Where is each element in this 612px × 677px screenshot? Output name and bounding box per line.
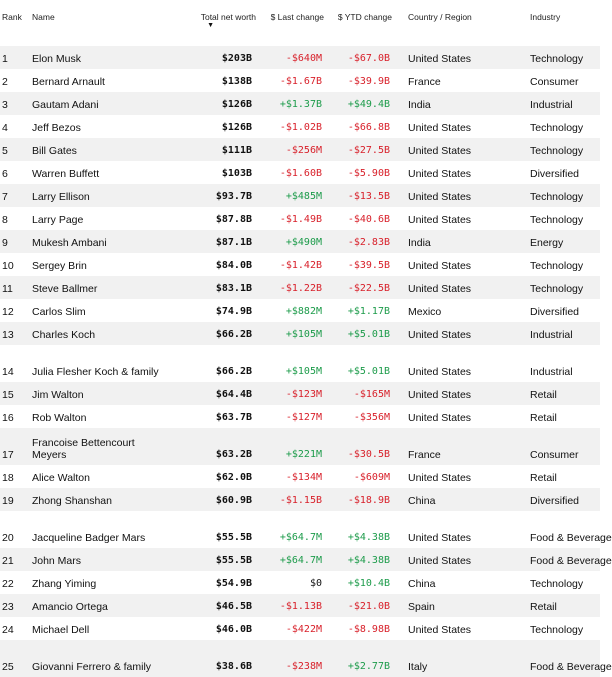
last-change-cell: -$1.15B bbox=[256, 488, 324, 511]
name-cell: Bernard Arnault bbox=[32, 76, 105, 88]
name-cell: Gautam Adani bbox=[30, 92, 160, 115]
ytd-change-cell: -$39.9B bbox=[347, 76, 390, 87]
name-cell: Bill Gates bbox=[30, 138, 160, 161]
last-change-cell: -$1.49B bbox=[279, 214, 322, 225]
rank-cell: 12 bbox=[2, 306, 14, 318]
name-cell: Jacqueline Badger Mars bbox=[32, 532, 146, 544]
country-cell: Spain bbox=[392, 594, 516, 617]
last-change-cell: -$134M bbox=[285, 472, 322, 483]
table-row[interactable] bbox=[0, 161, 600, 184]
table-row[interactable] bbox=[0, 640, 600, 677]
rank-cell: 15 bbox=[0, 382, 30, 405]
industry-cell: Retail bbox=[516, 382, 600, 405]
net-worth-cell: $46.0B bbox=[215, 624, 252, 635]
last-change-cell: -$256M bbox=[256, 138, 324, 161]
last-change-cell: -$123M bbox=[256, 382, 324, 405]
country-cell: United States bbox=[408, 122, 472, 134]
rank-cell: 8 bbox=[2, 214, 8, 226]
ytd-change-cell: -$8.98B bbox=[347, 624, 390, 635]
table-row[interactable] bbox=[0, 92, 600, 115]
net-worth-cell: $60.9B bbox=[160, 488, 256, 511]
table-row[interactable] bbox=[0, 69, 600, 92]
name-header[interactable]: Name bbox=[32, 12, 55, 22]
ytd-change-cell: -$18.9B bbox=[324, 488, 392, 511]
rank-cell: 21 bbox=[0, 548, 30, 571]
industry-cell: Diversified bbox=[530, 168, 580, 180]
country-cell: United States bbox=[408, 532, 472, 544]
country-cell: United States bbox=[408, 214, 472, 226]
country-cell: Mexico bbox=[408, 306, 442, 318]
name-cell: Jeff Bezos bbox=[32, 122, 81, 134]
name-cell: Zhang Yiming bbox=[32, 578, 97, 590]
rank-cell: 13 bbox=[0, 322, 30, 345]
table-row[interactable] bbox=[0, 115, 600, 138]
country-cell: India bbox=[392, 230, 516, 253]
net-worth-cell: $55.5B bbox=[215, 532, 252, 543]
industry-cell: Consumer bbox=[530, 76, 579, 88]
name-cell: Mukesh Ambani bbox=[30, 230, 160, 253]
rank-cell: 25 bbox=[0, 640, 30, 677]
table-row[interactable] bbox=[0, 571, 600, 594]
industry-cell: Technology bbox=[516, 276, 600, 299]
country-cell: United States bbox=[408, 624, 472, 636]
net-worth-cell: $66.2B bbox=[215, 366, 252, 377]
net-worth-cell: $55.5B bbox=[160, 548, 256, 571]
rank-cell: 4 bbox=[2, 122, 8, 134]
ytd-change-cell: -$27.5B bbox=[324, 138, 392, 161]
ytd-change-cell: -$67.0B bbox=[324, 46, 392, 69]
country-cell: France bbox=[408, 76, 441, 88]
rank-cell: 3 bbox=[0, 92, 30, 115]
net-worth-cell: $93.7B bbox=[160, 184, 256, 207]
last-change-cell: +$64.7M bbox=[256, 548, 324, 571]
ytd-change-cell: -$356M bbox=[353, 412, 390, 423]
last-change-cell: +$485M bbox=[256, 184, 324, 207]
industry-cell: Energy bbox=[516, 230, 600, 253]
last-change-cell: +$1.37B bbox=[256, 92, 324, 115]
table-row[interactable] bbox=[0, 488, 600, 511]
table-row[interactable] bbox=[0, 207, 600, 230]
country-cell: China bbox=[392, 488, 516, 511]
table-row[interactable] bbox=[0, 382, 600, 405]
name-cell: Michael Dell bbox=[32, 624, 90, 636]
name-cell: Jim Walton bbox=[30, 382, 160, 405]
last-change-cell: -$640M bbox=[256, 46, 324, 69]
country-cell: India bbox=[392, 92, 516, 115]
ytd-change-cell: +$2.77B bbox=[324, 640, 392, 677]
rank-cell: 23 bbox=[0, 594, 30, 617]
name-cell: Rob Walton bbox=[32, 412, 87, 424]
last-change-cell: +$105M bbox=[285, 366, 322, 377]
country-cell: United States bbox=[392, 184, 516, 207]
name-cell: Sergey Brin bbox=[32, 260, 87, 272]
ytd-change-cell: -$165M bbox=[324, 382, 392, 405]
country-cell: United States bbox=[408, 412, 472, 424]
net-worth-header-label: Total net worth bbox=[200, 12, 256, 22]
country-cell: United States bbox=[392, 138, 516, 161]
last-change-cell: +$490M bbox=[256, 230, 324, 253]
table-row[interactable] bbox=[0, 276, 600, 299]
industry-cell: Retail bbox=[516, 594, 600, 617]
rank-cell: 5 bbox=[0, 138, 30, 161]
ytd-change-cell: +$5.01B bbox=[347, 366, 390, 377]
industry-cell: Industrial bbox=[530, 366, 573, 378]
industry-cell: Food & Beverage bbox=[516, 548, 600, 571]
table-row[interactable] bbox=[0, 345, 600, 382]
table-row[interactable] bbox=[0, 230, 600, 253]
net-worth-cell: $66.2B bbox=[160, 322, 256, 345]
name-cell: Steve Ballmer bbox=[30, 276, 160, 299]
table-row[interactable] bbox=[0, 511, 600, 548]
ytd-change-cell: +$49.4B bbox=[324, 92, 392, 115]
net-worth-cell: $74.9B bbox=[215, 306, 252, 317]
net-worth-cell: $54.9B bbox=[215, 578, 252, 589]
last-change-cell: -$1.13B bbox=[256, 594, 324, 617]
industry-cell: Industrial bbox=[516, 92, 600, 115]
rank-cell: 19 bbox=[0, 488, 30, 511]
rank-header[interactable]: Rank bbox=[2, 12, 22, 22]
net-worth-cell: $63.7B bbox=[215, 412, 252, 423]
table-row[interactable] bbox=[0, 548, 600, 571]
rank-cell: 9 bbox=[0, 230, 30, 253]
last-change-cell: +$105M bbox=[256, 322, 324, 345]
last-change-cell: +$882M bbox=[285, 306, 322, 317]
net-worth-cell: $126B bbox=[160, 92, 256, 115]
rank-cell: 16 bbox=[2, 412, 14, 424]
net-worth-cell: $84.0B bbox=[215, 260, 252, 271]
rank-cell: 10 bbox=[2, 260, 14, 272]
net-worth-cell: $83.1B bbox=[160, 276, 256, 299]
last-change-cell: -$127M bbox=[285, 412, 322, 423]
ytd-change-cell: +$5.01B bbox=[324, 322, 392, 345]
rank-cell: 18 bbox=[2, 472, 14, 484]
ytd-change-cell: -$66.8B bbox=[347, 122, 390, 133]
country-cell: United States bbox=[408, 472, 472, 484]
rank-cell: 17 bbox=[0, 428, 30, 465]
country-cell: United States bbox=[408, 168, 472, 180]
table-row[interactable] bbox=[0, 405, 600, 428]
country-cell: Italy bbox=[392, 640, 516, 677]
name-cell: Elon Musk bbox=[30, 46, 160, 69]
net-worth-cell: $126B bbox=[221, 122, 252, 133]
rank-cell: 14 bbox=[2, 366, 14, 378]
rank-cell: 6 bbox=[2, 168, 8, 180]
rank-cell: 2 bbox=[2, 76, 8, 88]
country-cell: China bbox=[408, 578, 436, 590]
net-worth-cell: $138B bbox=[221, 76, 252, 87]
ytd-change-cell: +$1.17B bbox=[347, 306, 390, 317]
name-cell: Warren Buffett bbox=[32, 168, 100, 180]
country-header[interactable]: Country / Region bbox=[408, 12, 472, 22]
rank-cell: 22 bbox=[2, 578, 14, 590]
name-cell: Charles Koch bbox=[30, 322, 160, 345]
last-change-header[interactable]: $ Last change bbox=[270, 12, 324, 22]
industry-cell: Food & Beverage bbox=[530, 532, 612, 544]
header-row bbox=[0, 0, 600, 46]
net-worth-cell: $63.2B bbox=[160, 428, 256, 465]
country-cell: United States bbox=[408, 260, 472, 272]
table-row[interactable] bbox=[0, 465, 600, 488]
industry-cell: Diversified bbox=[530, 306, 580, 318]
table-row[interactable] bbox=[0, 322, 600, 345]
industry-cell: Diversified bbox=[516, 488, 600, 511]
industry-cell: Technology bbox=[516, 184, 600, 207]
net-worth-cell: $103B bbox=[221, 168, 252, 179]
last-change-cell: -$238M bbox=[256, 640, 324, 677]
net-worth-cell: $46.5B bbox=[160, 594, 256, 617]
net-worth-cell: $64.4B bbox=[160, 382, 256, 405]
country-cell: United States bbox=[392, 46, 516, 69]
table-row[interactable] bbox=[0, 253, 600, 276]
ytd-change-cell: +$10.4B bbox=[347, 578, 390, 589]
name-cell: Amancio Ortega bbox=[30, 594, 160, 617]
table-row[interactable] bbox=[0, 594, 600, 617]
rank-cell: 11 bbox=[0, 276, 30, 299]
last-change-cell: -$1.67B bbox=[279, 76, 322, 87]
country-cell: United States bbox=[392, 276, 516, 299]
ytd-change-cell: -$22.5B bbox=[324, 276, 392, 299]
ytd-change-cell: -$2.83B bbox=[324, 230, 392, 253]
last-change-cell: +$221M bbox=[256, 428, 324, 465]
ytd-change-cell: -$5.90B bbox=[347, 168, 390, 179]
ytd-change-header[interactable]: $ YTD change bbox=[337, 12, 392, 22]
last-change-cell: -$1.02B bbox=[279, 122, 322, 133]
industry-cell: Retail bbox=[530, 472, 557, 484]
net-worth-cell: $62.0B bbox=[215, 472, 252, 483]
table-row[interactable] bbox=[0, 428, 600, 465]
table-row[interactable] bbox=[0, 46, 600, 69]
last-change-cell: $0 bbox=[309, 578, 322, 589]
net-worth-cell: $38.6B bbox=[160, 640, 256, 677]
net-worth-cell: $87.1B bbox=[160, 230, 256, 253]
sort-desc-icon: ▼ bbox=[207, 22, 214, 29]
industry-cell: Retail bbox=[530, 412, 557, 424]
ytd-change-cell: +$4.38B bbox=[347, 532, 390, 543]
country-cell: United States bbox=[392, 382, 516, 405]
country-cell: United States bbox=[392, 548, 516, 571]
industry-header[interactable]: Industry bbox=[530, 12, 561, 22]
industry-cell: Technology bbox=[530, 578, 584, 590]
last-change-cell: -$1.22B bbox=[256, 276, 324, 299]
last-change-cell: +$64.7M bbox=[279, 532, 322, 543]
name-cell: Larry Page bbox=[32, 214, 84, 226]
ytd-change-cell: -$39.5B bbox=[347, 260, 390, 271]
ytd-change-cell: +$4.38B bbox=[324, 548, 392, 571]
last-change-cell: -$1.42B bbox=[279, 260, 322, 271]
ytd-change-cell: -$40.6B bbox=[347, 214, 390, 225]
table-row[interactable] bbox=[0, 617, 600, 640]
industry-cell: Technology bbox=[530, 260, 584, 272]
rank-cell: 24 bbox=[2, 624, 14, 636]
industry-cell: Technology bbox=[516, 46, 600, 69]
table-row[interactable] bbox=[0, 184, 600, 207]
name-cell: Julia Flesher Koch & family bbox=[32, 366, 159, 378]
name-cell: John Mars bbox=[30, 548, 160, 571]
rank-cell: 7 bbox=[0, 184, 30, 207]
industry-cell: Technology bbox=[530, 624, 584, 636]
ytd-change-cell: -$13.5B bbox=[324, 184, 392, 207]
country-cell: France bbox=[392, 428, 516, 465]
net-worth-cell: $111B bbox=[160, 138, 256, 161]
name-cell: Francoise Bettencourt Meyers bbox=[30, 428, 160, 465]
industry-cell: Technology bbox=[530, 214, 584, 226]
ytd-change-cell: -$30.5B bbox=[324, 428, 392, 465]
industry-cell: Technology bbox=[530, 122, 584, 134]
name-cell: Zhong Shanshan bbox=[30, 488, 160, 511]
industry-cell: Consumer bbox=[516, 428, 600, 465]
net-worth-header[interactable] bbox=[160, 0, 256, 46]
industry-cell: Technology bbox=[516, 138, 600, 161]
rank-cell: 1 bbox=[0, 46, 30, 69]
industry-cell: Food & Beverage bbox=[516, 640, 600, 677]
name-cell: Larry Ellison bbox=[30, 184, 160, 207]
table-row[interactable] bbox=[0, 138, 600, 161]
rank-cell: 20 bbox=[2, 532, 14, 544]
table-row[interactable] bbox=[0, 299, 600, 322]
name-cell: Carlos Slim bbox=[32, 306, 86, 318]
net-worth-cell: $87.8B bbox=[215, 214, 252, 225]
last-change-cell: -$1.60B bbox=[279, 168, 322, 179]
country-cell: United States bbox=[408, 366, 472, 378]
name-cell: Giovanni Ferrero & family bbox=[30, 640, 160, 677]
name-cell: Alice Walton bbox=[32, 472, 90, 484]
country-cell: United States bbox=[392, 322, 516, 345]
industry-cell: Industrial bbox=[516, 322, 600, 345]
ytd-change-cell: -$609M bbox=[353, 472, 390, 483]
net-worth-cell: $203B bbox=[160, 46, 256, 69]
last-change-cell: -$422M bbox=[285, 624, 322, 635]
ytd-change-cell: -$21.0B bbox=[324, 594, 392, 617]
